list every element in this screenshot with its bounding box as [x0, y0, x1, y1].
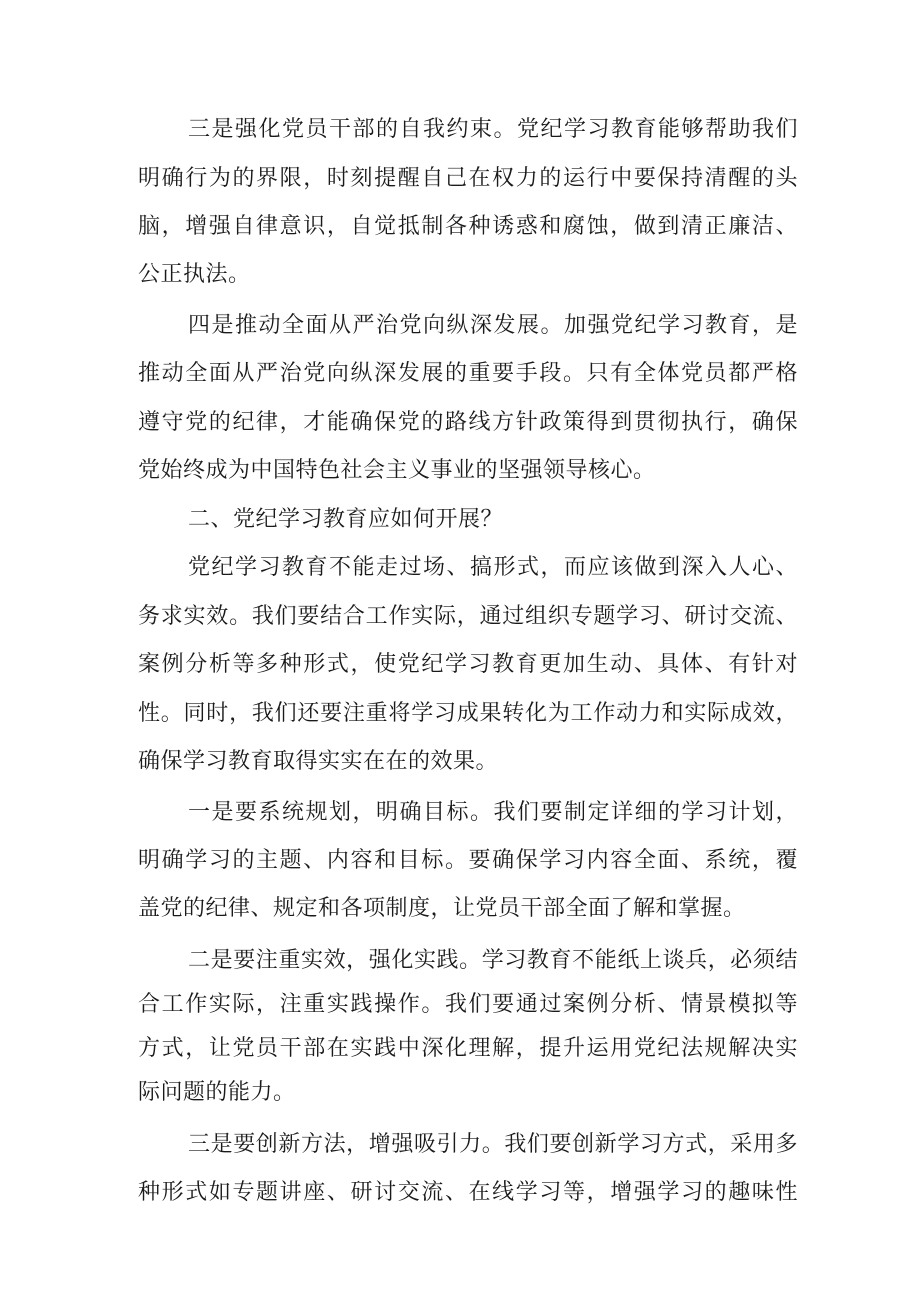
paragraph-4-line-3: 盖党的纪律、规定和各项制度，让党员干部全面了解和掌握。 [138, 896, 746, 921]
paragraph-1-line-4: 公正执法。 [138, 262, 251, 287]
paragraph-1-line-2: 明确行为的界限，时刻提醒自己在权力的运行中要保持清醒的头 [138, 166, 798, 191]
paragraph-2-line-2: 推动全面从严治党向纵深发展的重要手段。只有全体党员都严格 [138, 361, 798, 386]
paragraph-5-line-2: 合工作实际，注重实践操作。我们要通过案例分析、情景模拟等 [138, 992, 798, 1017]
paragraph-5-line-3: 方式，让党员干部在实践中深化理解，提升运用党纪法规解决实 [138, 1036, 798, 1061]
paragraph-3-line-2: 务求实效。我们要结合工作实际，通过组织专题学习、研讨交流、 [138, 604, 798, 629]
paragraph-3-line-5: 确保学习教育取得实实在在的效果。 [138, 749, 499, 774]
paragraph-6-line-2: 种形式如专题讲座、研讨交流、在线学习等，增强学习的趣味性 [138, 1180, 798, 1205]
section-heading: 二、党纪学习教育应如何开展？ [188, 507, 504, 532]
paragraph-2-line-3: 遵守党的纪律，才能确保党的路线方针政策得到贯彻执行，确保 [138, 410, 798, 435]
paragraph-5-line-4: 际问题的能力。 [138, 1080, 296, 1105]
paragraph-4-line-1: 一是要系统规划，明确目标。我们要制定详细的学习计划， [188, 800, 798, 825]
paragraph-1-line-1: 三是强化党员干部的自我约束。党纪学习教育能够帮助我们 [188, 117, 798, 142]
paragraph-3-line-3: 案例分析等多种形式，使党纪学习教育更加生动、具体、有针对 [138, 652, 798, 677]
paragraph-6-line-1: 三是要创新方法，增强吸引力。我们要创新学习方式，采用多 [188, 1132, 798, 1157]
paragraph-1-line-3: 脑，增强自律意识，自觉抵制各种诱惑和腐蚀，做到清正廉洁、 [138, 214, 798, 239]
paragraph-4-line-2: 明确学习的主题、内容和目标。要确保学习内容全面、系统，覆 [138, 848, 798, 873]
paragraph-2-line-1: 四是推动全面从严治党向纵深发展。加强党纪学习教育，是 [188, 313, 798, 338]
paragraph-3-line-1: 党纪学习教育不能走过场、搞形式，而应该做到深入人心、 [188, 555, 798, 580]
paragraph-5-line-1: 二是要注重实效，强化实践。学习教育不能纸上谈兵，必须结 [188, 948, 798, 973]
paragraph-2-line-4: 党始终成为中国特色社会主义事业的坚强领导核心。 [138, 458, 656, 483]
paragraph-3-line-4: 性。同时，我们还要注重将学习成果转化为工作动力和实际成效， [138, 701, 798, 726]
